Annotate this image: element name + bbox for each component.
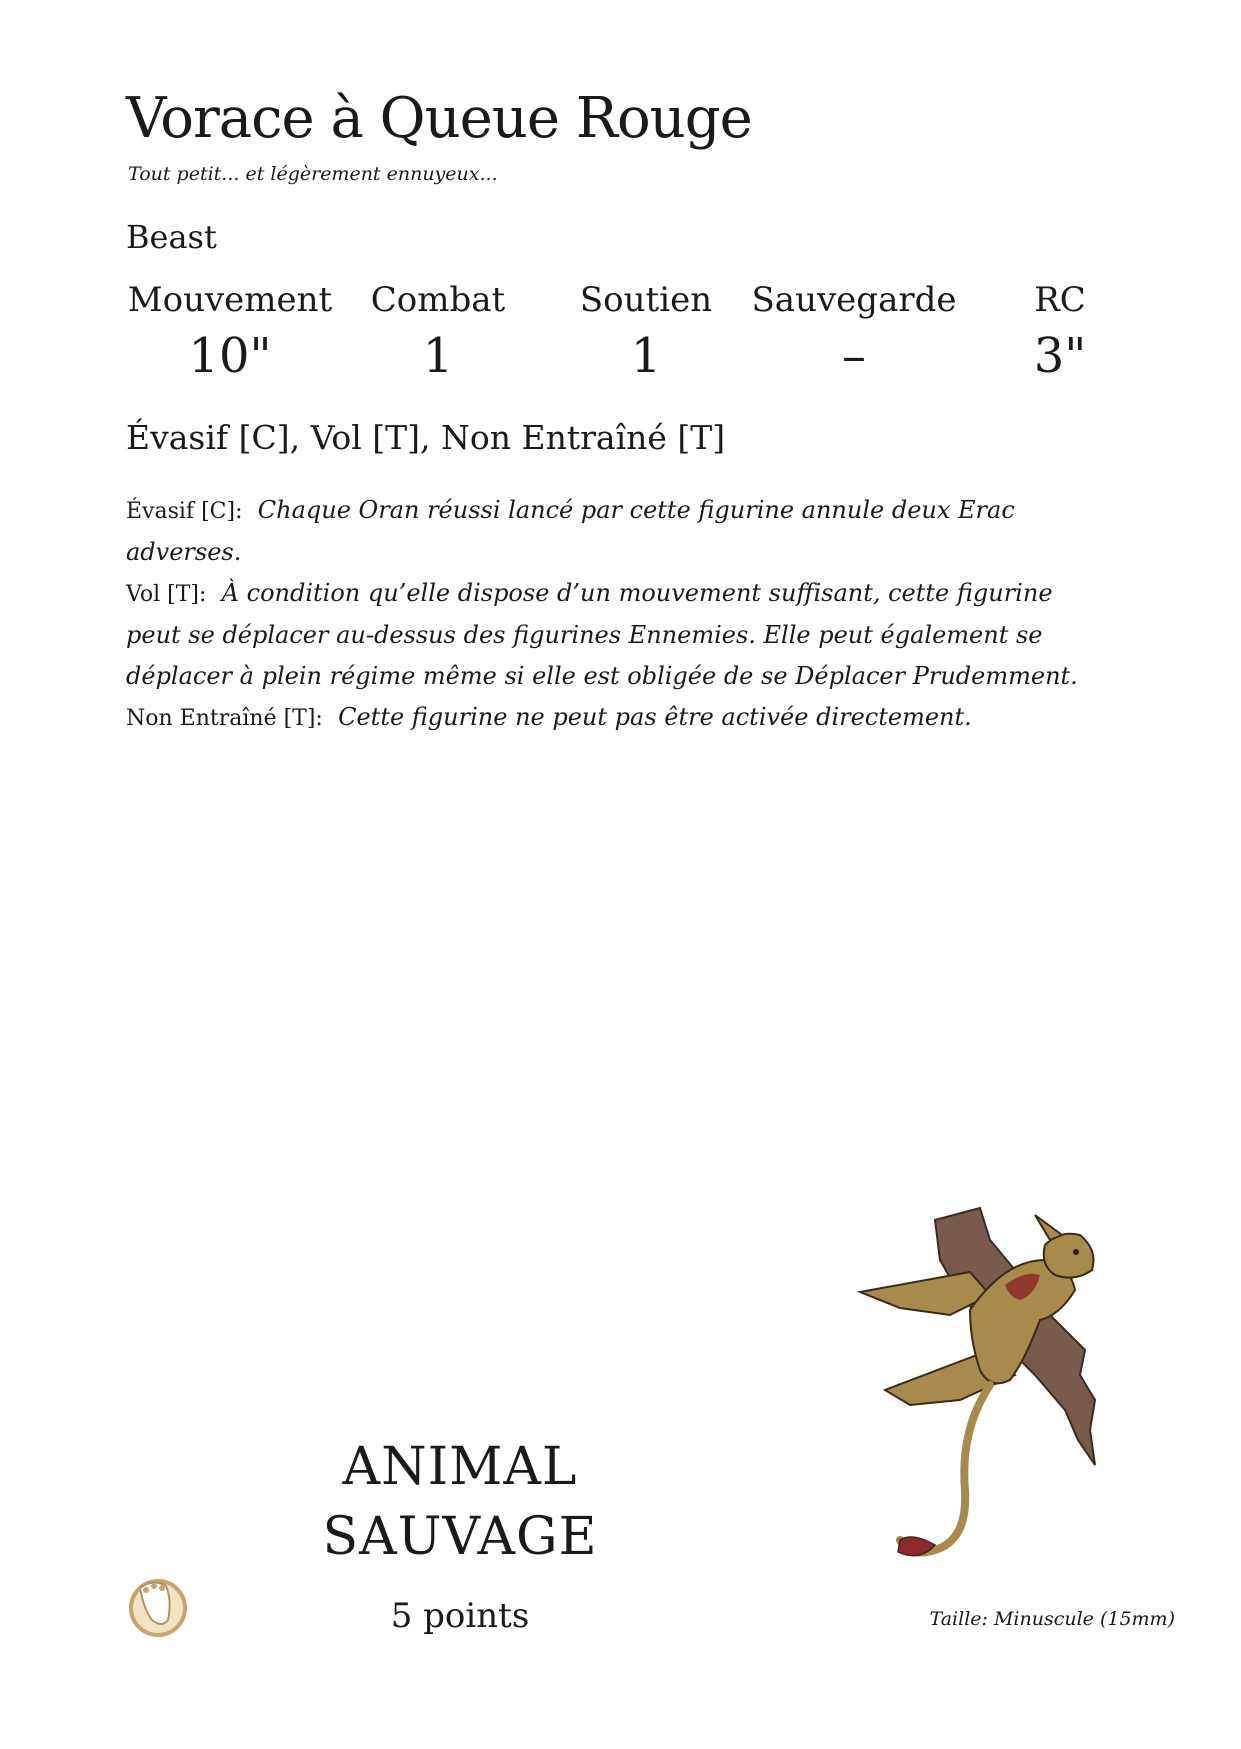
stat-value: 1 [630,328,662,384]
rule-text: À condition qu’elle dispose d’un mouvement suffisant, cette figurine peut se déplacer au-dessus des figurines Ennemies. Elle peut également se déplacer à plein régime même si elle est obligée de se Déplacer Prudemment. [126,579,1078,690]
rule-name: Vol [T]: [126,582,207,607]
stat-label: Sauvegarde [751,280,957,320]
faction-block [250,1432,670,1572]
rule-non-entraine [126,697,1106,739]
rule-name: Évasif [C]: [126,499,243,524]
rule-name: Non Entraîné [T]: [126,706,323,731]
stat-rc [945,280,1175,386]
size-label: Taille: Minuscule (15mm) [929,1608,1175,1630]
stat-label: Combat [370,280,506,320]
stat-sauvegarde [739,280,969,386]
card-type: Beast [126,218,217,256]
horn-shape [1035,1215,1062,1240]
rule-text: Cette figurine ne peut pas être activée directement. [338,703,972,731]
keywords-line: Évasif [C], Vol [T], Non Entraîné [T] [126,418,726,457]
faction-line1: ANIMAL [342,1437,578,1497]
rule-vol [126,573,1106,697]
stat-value: 10" [188,328,272,384]
stat-value: – [842,328,866,384]
stat-label: Mouvement [127,280,333,320]
tail-shape [900,1385,990,1552]
rule-evasif [126,490,1106,573]
stat-combat [323,280,553,386]
logo-seal-icon [124,1570,192,1638]
creature-illustration [840,1200,1140,1590]
stat-soutien [531,280,761,386]
faction-line2: SAUVAGE [322,1507,598,1567]
stat-value: 3" [1033,328,1087,384]
stats-row [120,280,1110,390]
rules-block [126,490,1106,739]
stat-value: 1 [422,328,454,384]
stat-label: Soutien [579,280,713,320]
eye-shape [1073,1249,1079,1255]
stat-label: RC [1034,280,1086,320]
rule-text: Chaque Oran réussi lancé par cette figurine annule deux Erac adverses. [126,496,1015,566]
stat-mouvement [115,280,345,386]
card-title: Vorace à Queue Rouge [126,86,752,151]
points-value: 5 points [390,1596,530,1636]
card-subtitle: Tout petit... et légèrement ennuyeux... [128,163,498,185]
